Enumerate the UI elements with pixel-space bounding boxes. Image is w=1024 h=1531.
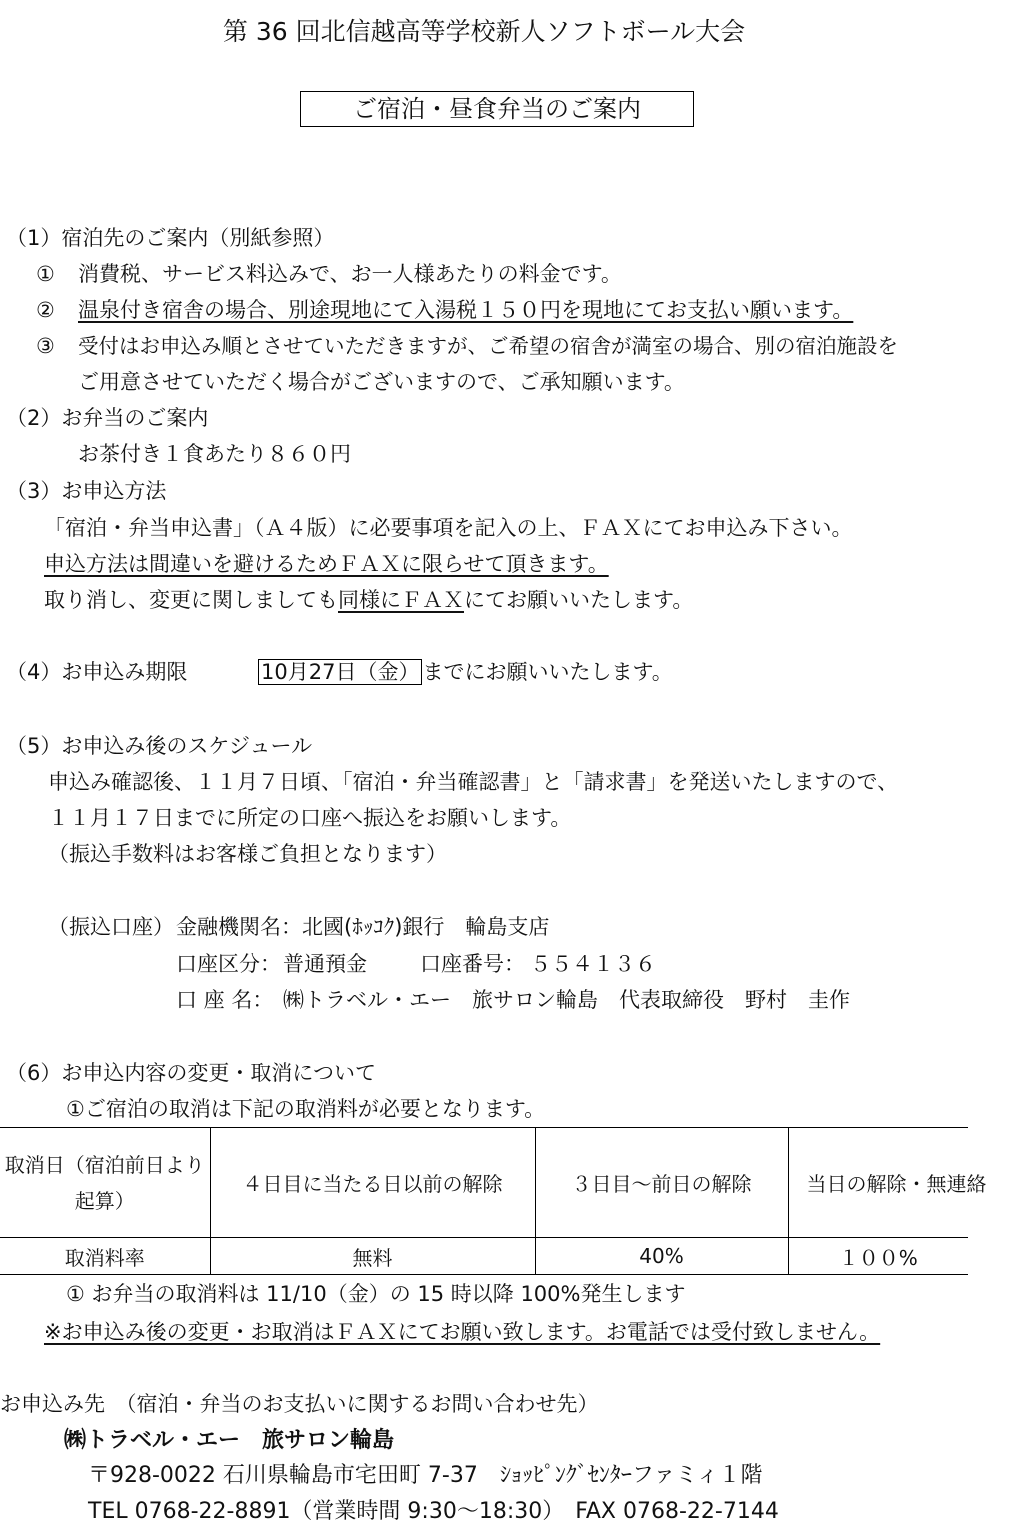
section-6-heading: （6）お申込内容の変更・取消について xyxy=(6,1061,376,1085)
deadline-suffix: までにお願いいたします。 xyxy=(422,660,673,684)
s1-item-1-marker: ① xyxy=(36,262,55,286)
schedule-line-3: （振込手数料はお客様ご負担となります） xyxy=(48,842,447,866)
page-subtitle: ご宿泊・昼食弁当のご案内 xyxy=(300,91,694,127)
apply-method-line-3 xyxy=(44,586,693,614)
cancellation-fee-table xyxy=(0,1127,987,1275)
contact-company: ㈱トラベル・エー 旅サロン輪島 xyxy=(64,1428,395,1453)
line-3-suffix: にてお願いいたします。 xyxy=(464,588,694,612)
line-3-prefix: 取り消し、変更に関しましても xyxy=(44,588,338,612)
bank-label: （振込口座） xyxy=(48,915,174,939)
cancel-intro: ①ご宿泊の取消は下記の取消料が必要となります。 xyxy=(66,1097,546,1121)
s1-item-3-text: 受付はお申込み順とさせていただきますが、ご希望の宿舎が満室の場合、別の宿泊施設を xyxy=(78,334,898,358)
header-col-2: ３日目～前日の解除 xyxy=(535,1128,788,1238)
s1-item-3-marker: ③ xyxy=(36,334,55,358)
value-col-1: 無料 xyxy=(210,1238,535,1275)
table-header-row xyxy=(0,1128,968,1238)
value-col-3: １００% xyxy=(788,1238,968,1275)
value-col-2: 40% xyxy=(535,1238,788,1275)
s1-item-2-text: 温泉付き宿舎の場合、別途現地にて入湯税１５０円を現地にてお支払い願います。 xyxy=(78,298,854,322)
section-2-heading: （2）お弁当のご案内 xyxy=(6,406,209,430)
apply-method-line-2: 申込方法は間違いを避けるためＦＡＸに限らせて頂きます。 xyxy=(44,552,609,576)
account-number-value: ５５４１３６ xyxy=(530,952,656,976)
contact-address: 〒928-0022 石川県輪島市宅田町 7-37 ｼｮｯﾋﾟﾝｸﾞｾﾝﾀｰファミィ１階 xyxy=(88,1463,763,1488)
s1-item-1-text: 消費税、サービス料込みで、お一人様あたりの料金です。 xyxy=(78,262,622,286)
section-5-heading: （5）お申込み後のスケジュール xyxy=(6,734,313,758)
section-3-heading: （3）お申込方法 xyxy=(6,479,167,503)
header-cancel-date: 取消日（宿泊前日より起算） xyxy=(0,1128,210,1238)
deadline-line xyxy=(258,658,673,686)
bank-institution-value: 北國(ﾎｯｺｸ)銀行 輪島支店 xyxy=(302,915,550,939)
account-name-value: ㈱トラベル・エー 旅サロン輪島 代表取締役 野村 圭作 xyxy=(283,988,850,1012)
page-title: 第 36 回北信越高等学校新人ソフトボール大会 xyxy=(222,17,746,46)
account-type-label: 口座区分： xyxy=(176,952,281,976)
line-3-underlined: 同様にＦＡＸ xyxy=(338,588,464,612)
bento-price: お茶付き１食あたり８６０円 xyxy=(78,442,351,466)
account-name-label: 口 座 名： xyxy=(176,988,274,1012)
account-type-value: 普通預金 xyxy=(283,952,367,976)
bento-cancel-note: ① お弁当の取消料は 11/10（金）の 15 時以降 100%発生します xyxy=(66,1282,686,1306)
contact-heading: お申込み先 （宿泊・弁当のお支払いに関するお問い合わせ先） xyxy=(0,1392,599,1416)
s1-item-2-marker: ② xyxy=(36,298,55,322)
schedule-line-1: 申込み確認後、１１月７日頃、「宿泊・弁当確認書」と「請求書」を発送いたしますので、 xyxy=(48,770,899,794)
change-fax-only-note: ※お申込み後の変更・お取消はＦＡＸにてお願い致します。お電話では受付致しません。 xyxy=(44,1320,881,1344)
apply-method-line-1: 「宿泊・弁当申込書」（Ａ４版）に必要事項を記入の上、ＦＡＸにてお申込み下さい。 xyxy=(44,516,853,540)
header-col-1: ４日目に当たる日以前の解除 xyxy=(210,1128,535,1238)
contact-phone: TEL 0768-22-8891（営業時間 9:30～18:30） FAX 0768-22-7144 xyxy=(88,1499,779,1524)
section-1-heading: （1）宿泊先のご案内（別紙参照） xyxy=(6,226,335,250)
s1-item-3-continuation: ご用意させていただく場合がございますので、ご承知願います。 xyxy=(78,370,685,394)
row-label: 取消料率 xyxy=(0,1238,210,1275)
header-col-3: 当日の解除・無連絡 xyxy=(788,1128,968,1238)
section-4-heading: （4）お申込み期限 xyxy=(6,660,188,684)
table-row xyxy=(0,1238,968,1275)
account-number-label: 口座番号： xyxy=(420,952,525,976)
schedule-line-2: １１月１７日までに所定の口座へ振込をお願いします。 xyxy=(48,806,572,830)
bank-institution-label: 金融機関名： xyxy=(176,915,302,939)
deadline-date: 10月27日（金） xyxy=(258,659,422,685)
